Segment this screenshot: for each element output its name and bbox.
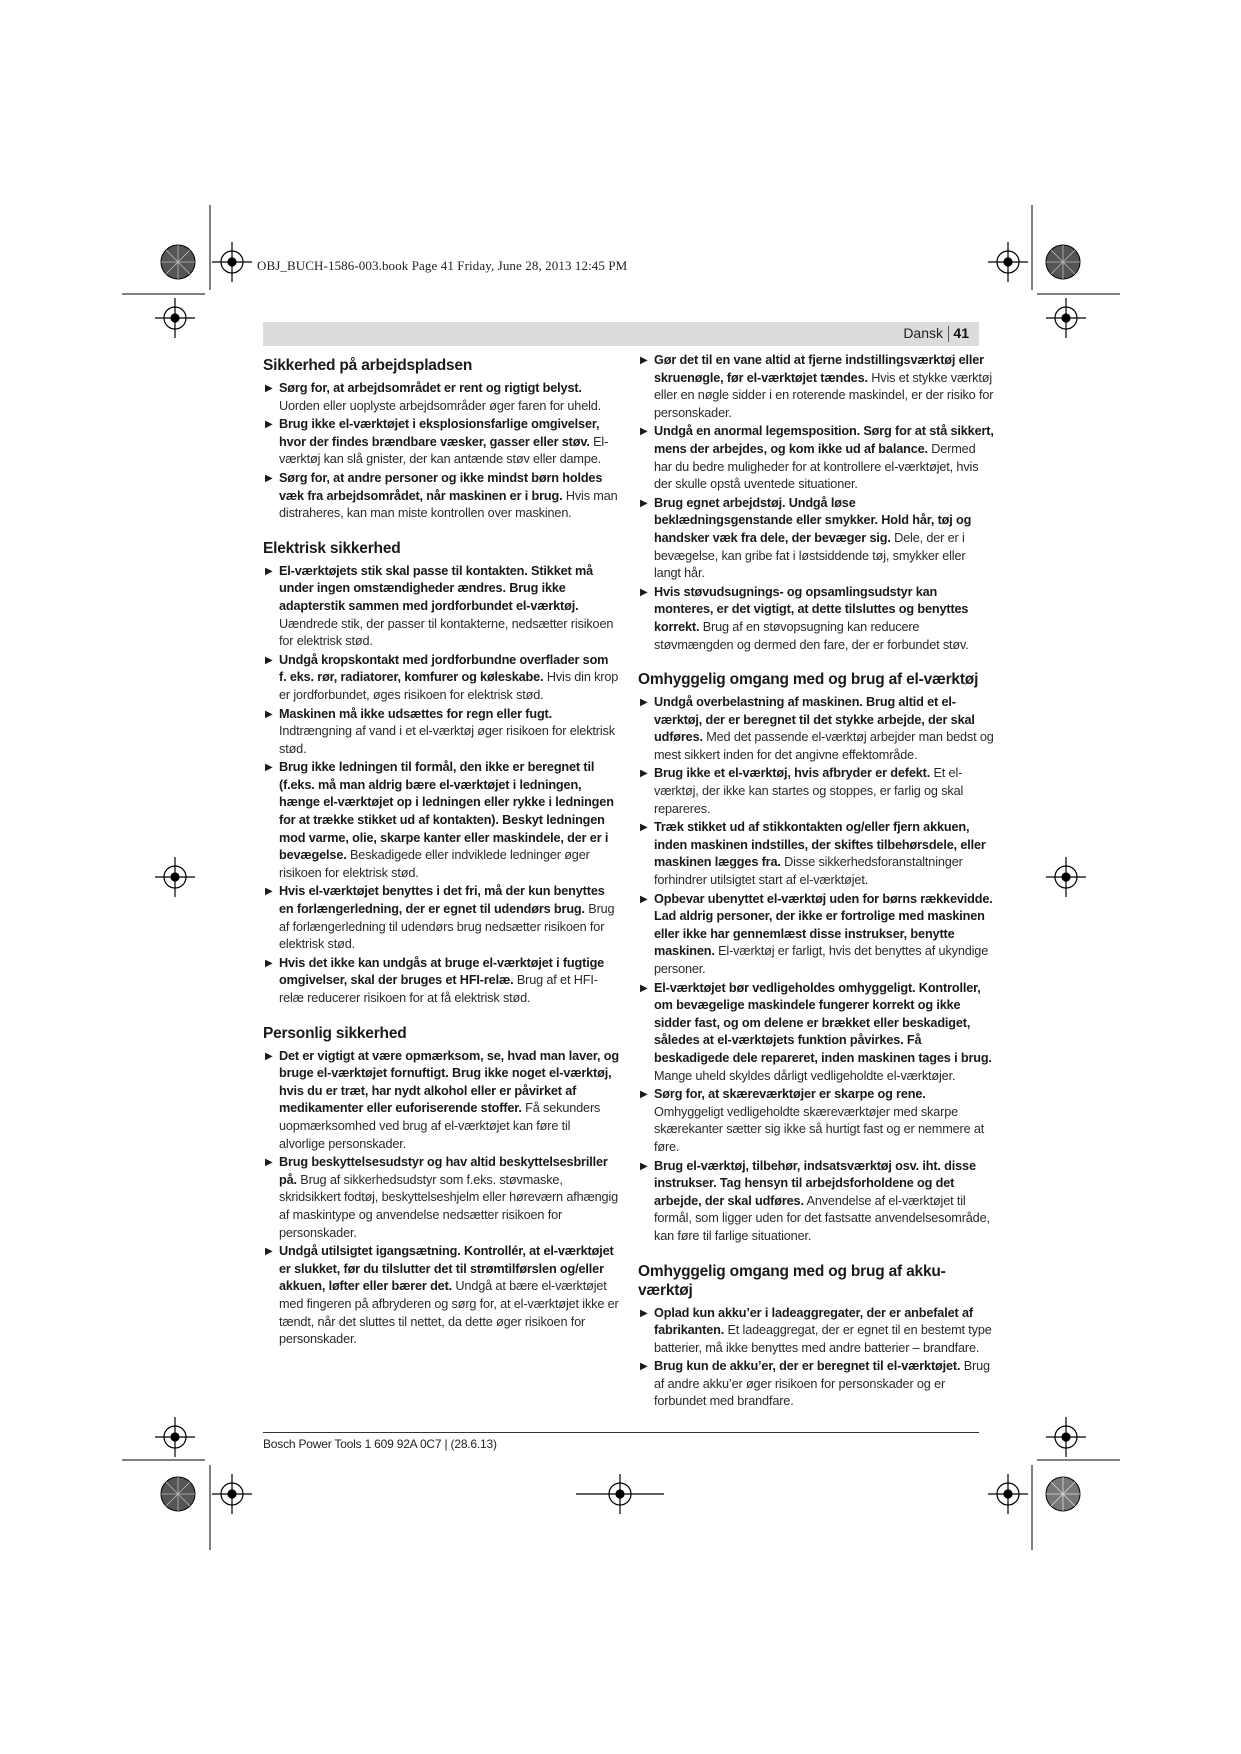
safety-item (638, 423, 994, 493)
bullet-triangle-icon: ▶ (265, 1246, 273, 1258)
safety-item-explanation: Undgå at bære el-værktøjet med fingeren på afbryderen og sørg for, at el-værktøjet ikke er tændt, når det sluttes til nettet, da dette øger risikoen for personskader. (279, 1279, 619, 1347)
safety-item-instruction: Brug ikke et el-værktøj, hvis afbryder er defekt. (654, 766, 931, 781)
safety-item-explanation: Uorden eller uoplyste arbejdsområder øger faren for uheld. (279, 398, 602, 413)
bullet-triangle-icon: ▶ (265, 654, 273, 666)
section-gap (638, 1247, 994, 1258)
safety-item-explanation: El-værktøj er farligt, hvis det benyttes af ukyndige personer. (654, 944, 989, 976)
safety-item (638, 352, 994, 422)
safety-item (638, 765, 994, 818)
bullet-triangle-icon: ▶ (265, 957, 273, 969)
safety-item-instruction: El-værktøjets stik skal passe til kontakten. Stikket må under ingen omstændigheder ændres. Brug ikke adapterstik sammen med jordforbundet el-værktøj. (279, 563, 594, 613)
bullet-triangle-icon: ▶ (640, 497, 648, 509)
safety-item-instruction: Brug el-værktøj, tilbehør, indsatsværktøj osv. iht. disse instrukser. Tag hensyn til arbejdsforholdene og det arbejde, der skal udføres. (654, 1158, 976, 1208)
safety-item (263, 759, 619, 882)
safety-item-explanation: Indtrængning af vand i et el-værktøj øger risikoen for elektrisk stød. (279, 724, 615, 756)
safety-item (638, 495, 994, 583)
safety-item-explanation: Få sekunders uopmærksomhed ved brug af el-værktøjet kan føre til alvorlige personskader. (279, 1101, 601, 1151)
safety-item (263, 380, 619, 415)
safety-item (638, 584, 994, 654)
bullet-triangle-icon: ▶ (265, 383, 273, 394)
page-footer: Bosch Power Tools 1 609 92A 0C7 | (28.6.13) (263, 1437, 497, 1451)
safety-item-explanation: Hvis din krop er jordforbundet, øges risikoen for elektrisk stød. (279, 670, 619, 702)
safety-item-instruction: Undgå en anormal legemsposition. Sørg for at stå sikkert, mens der arbejdes, og kom ikke ud af balance. (654, 424, 994, 456)
bullet-triangle-icon: ▶ (640, 1089, 648, 1101)
section-gap (263, 524, 619, 535)
header-separator (948, 326, 949, 342)
safety-item (263, 706, 619, 759)
bullet-triangle-icon: ▶ (265, 565, 273, 577)
safety-item-instruction: Brug kun de akku’er, der er beregnet til el-værktøjet. (654, 1359, 961, 1374)
safety-item-instruction: Det er vigtigt at være opmærksom, se, hvad man laver, og bruge el-værktøjet fornuftigt. Brug ikke noget el-værktøj, hvis du er træt, har nydt alkohol eller er påvirket af medikamenter eller euforiserende stoffer. (279, 1048, 619, 1116)
bullet-triangle-icon: ▶ (265, 886, 273, 898)
bullet-triangle-icon: ▶ (640, 697, 648, 709)
safety-item-instruction: Sørg for, at skæreværktøjer er skarpe og rene. (654, 1087, 926, 1102)
safety-item-explanation: Disse sikkerhedsforanstaltninger forhindrer utilsigtet start af el-værktøjet. (654, 855, 963, 888)
safety-item-explanation: Anvendelse af el-værktøjet til formål, som ligger uden for det fastsatte anvendelsesområde, kan føre til farlige situationer. (654, 1193, 990, 1243)
safety-item (263, 563, 619, 651)
section-gap (263, 1009, 619, 1020)
safety-item (638, 819, 994, 889)
safety-item-explanation: Brug af et HFI-relæ reducerer risikoen for at få elektrisk stød. (279, 973, 598, 1005)
right-column (638, 352, 994, 1412)
safety-item (638, 694, 994, 764)
safety-item-instruction: Undgå overbelastning af maskinen. Brug altid et el-værktøj, der er beregnet til det stykke arbejde, der skal udføres. (654, 695, 975, 745)
safety-item (263, 1048, 619, 1154)
safety-item (638, 980, 994, 1086)
safety-item-explanation: Et ladeaggregat, der er egnet til en bestemt type batterier, må ikke benyttes med andre batterier – brandfare. (654, 1323, 992, 1355)
safety-item-explanation: Hvis man distraheres, kan man miste kontrollen over maskinen. (279, 488, 618, 521)
safety-item-instruction: Brug beskyttelsesudstyr og hav altid beskyttelsesbriller på. (279, 1155, 608, 1187)
print-slug-line: OBJ_BUCH-1586-003.book Page 41 Friday, June 28, 2013 12:45 PM (257, 258, 628, 273)
safety-item-explanation: Brug af andre akku’er øger risikoen for personskader og er forbundet med brandfare. (654, 1359, 990, 1409)
safety-item-explanation: Brug af en støvopsugning kan reducere støvmængden og dermed den fare, der er forbundet støv. (654, 619, 969, 652)
safety-item-explanation: Beskadigede eller indviklede ledninger øger risikoen for elektrisk stød. (279, 848, 590, 880)
bullet-triangle-icon: ▶ (640, 426, 648, 438)
bullet-triangle-icon: ▶ (640, 893, 648, 905)
safety-item-instruction: Træk stikket ud af stikkontakten og/eller fjern akkuen, inden maskinen indstilles, der skiftes tilbehørsdele, eller maskinen lægges fra. (654, 820, 986, 870)
page-header-bar (263, 322, 979, 346)
bullet-triangle-icon: ▶ (265, 1157, 273, 1169)
bullet-triangle-icon: ▶ (640, 1361, 648, 1373)
safety-item (263, 416, 619, 469)
bullet-triangle-icon: ▶ (640, 982, 648, 994)
bullet-triangle-icon: ▶ (640, 822, 648, 834)
bullet-triangle-icon: ▶ (640, 1160, 648, 1172)
safety-item-instruction: Sørg for, at andre personer og ikke mindst børn holdes væk fra arbejdsområdet, når maskinen er i brug. (279, 470, 603, 503)
safety-item-explanation: Hvis et stykke værktøj eller en nøgle sidder i en roterende maskindel, er der risiko for personskader. (654, 370, 994, 420)
safety-item (263, 883, 619, 953)
safety-item (263, 955, 619, 1008)
safety-item-instruction: Brug egnet arbejdstøj. Undgå løse beklædningsgenstande eller smykker. Hold hår, tøj og handsker væk fra dele, der bevæger sig. (654, 495, 972, 545)
bullet-triangle-icon: ▶ (640, 1307, 648, 1319)
section-gap (638, 655, 994, 666)
page-number: 41 (953, 325, 969, 341)
section-heading: Sikkerhed på arbejdspladsen (263, 357, 473, 374)
footer-rule (263, 1432, 979, 1433)
left-column (263, 352, 619, 1350)
safety-item (263, 470, 619, 523)
bullet-triangle-icon: ▶ (265, 708, 273, 720)
safety-item (263, 1243, 619, 1349)
safety-item-explanation: El-værktøj kan slå gnister, der kan antænde støv eller dampe. (279, 434, 609, 467)
safety-item-explanation: Brug af sikkerhedsudstyr som f.eks. støvmaske, skridsikkert fodtøj, beskyttelseshjelm eller høreværn afhængig af maskintype og anvendelse nedsætter risikoen for personskader. (279, 1172, 619, 1240)
safety-item-explanation: Dele, der er i bevægelse, kan gribe fat i løstsiddende tøj, smykker eller langt hår. (654, 530, 966, 581)
safety-item-instruction: Undgå utilsigtet igangsætning. Kontrollér, at el-værktøjet er slukket, før du tilslutter det til strømtilførslen og/eller akkuen, løfter eller bærer det. (279, 1244, 614, 1294)
safety-item-instruction: Maskinen må ikke udsættes for regn eller fugt. (279, 706, 553, 721)
safety-item-instruction: Gør det til en vane altid at fjerne indstillingsværktøj eller skruenøgle, før el-værktøjet tændes. (654, 353, 984, 385)
safety-item (263, 1154, 619, 1242)
safety-item-instruction: Hvis støvudsugnings- og opsamlingsudstyr kan monteres, er det vigtigt, at dette tilsluttes og benyttes korrekt. (654, 584, 969, 634)
safety-item-instruction: Opbevar ubenyttet el-værktøj uden for børns rækkevidde. Lad aldrig personer, der ikke er fortrolige med maskinen eller ikke har gennemlæst disse instrukser, benytte maskinen. (654, 891, 993, 959)
bullet-triangle-icon: ▶ (265, 472, 273, 484)
safety-item-explanation: Mange uheld skyldes dårligt vedligeholdte el-værktøjer. (654, 1068, 956, 1083)
safety-item-explanation: Med det passende el-værktøj arbejder man bedst og mest sikkert inden for det angivne effektområde. (654, 730, 994, 762)
section-heading: Personlig sikkerhed (263, 1024, 407, 1042)
safety-item (638, 1358, 994, 1411)
safety-item-explanation: Dermed har du bedre muligheder for at kontrollere el-værktøjet, hvis der skulle opstå uventede situationer. (654, 441, 979, 492)
section-heading: Elektrisk sikkerhed (263, 539, 401, 557)
safety-item (638, 891, 994, 979)
safety-item-instruction: El-værktøjet bør vedligeholdes omhyggeligt. Kontroller, om bevægelige maskindele fungerer korrekt og ikke sidder fast, og om delene er brækket eller beskadiget, således at el-værktøjets funktion påvirkes. Få beskadigede dele repareret, inden maskinen tages i brug. (654, 980, 992, 1065)
safety-item-instruction: Brug ikke el-værktøjet i eksplosionsfarlige omgivelser, hvor der findes brændbare væsker, gasser eller støv. (279, 417, 600, 449)
safety-item (638, 1158, 994, 1246)
safety-item-instruction: Oplad kun akku’er i ladeaggregater, der er anbefalet af fabrikanten. (654, 1305, 973, 1338)
bullet-triangle-icon: ▶ (265, 1050, 273, 1062)
safety-item (263, 652, 619, 705)
safety-item (638, 1305, 994, 1358)
safety-item-instruction: Sørg for, at arbejdsområdet er rent og rigtigt belyst. (279, 381, 582, 395)
section-heading: Omhyggelig omgang med og brug af el-værktøj (638, 671, 979, 689)
safety-item-instruction: Hvis el-værktøjet benyttes i det fri, må der kun benyttes en forlængerledning, der er egnet til udendørs brug. (279, 884, 605, 917)
safety-item-explanation: Omhyggeligt vedligeholdte skæreværktøjer med skarpe skærekanter sætter sig ikke så hurtigt fast og er nemmere at føre. (654, 1104, 985, 1154)
bullet-triangle-icon: ▶ (640, 768, 648, 780)
bullet-triangle-icon: ▶ (640, 355, 648, 366)
safety-item (638, 1086, 994, 1156)
safety-item-instruction: Hvis det ikke kan undgås at bruge el-værktøjet i fugtige omgivelser, skal der bruges et HFI-relæ. (279, 955, 605, 988)
safety-item-instruction: Brug ikke ledningen til formål, den ikke er beregnet til (f.eks. må man aldrig bære el-værktøjet i ledningen, hænge el-værktøjet op i ledningen eller rykke i ledningen for at trække stikket ud af kontakten). Beskyt ledningen mod varme, olie, skarpe kanter eller maskindele, der er i bevægelse. (279, 760, 614, 863)
section-heading: Omhyggelig omgang med og brug af akku-værktøj (638, 1262, 946, 1299)
safety-item-explanation: Uændrede stik, der passer til kontakterne, nedsætter risikoen for elektrisk stød. (279, 616, 614, 649)
bullet-triangle-icon: ▶ (265, 419, 273, 431)
bullet-triangle-icon: ▶ (640, 586, 648, 598)
header-language: Dansk (903, 325, 943, 341)
safety-item-explanation: Brug af forlængerledning til udendørs brug nedsætter risikoen for elektrisk stød. (279, 902, 615, 952)
bullet-triangle-icon: ▶ (265, 762, 273, 774)
safety-item-instruction: Undgå kropskontakt med jordforbundne overflader som f. eks. rør, radiatorer, komfurer og køleskabe. (279, 652, 609, 685)
safety-item-explanation: Et el-værktøj, der ikke kan startes og stoppes, er farlig og skal repareres. (654, 766, 964, 816)
